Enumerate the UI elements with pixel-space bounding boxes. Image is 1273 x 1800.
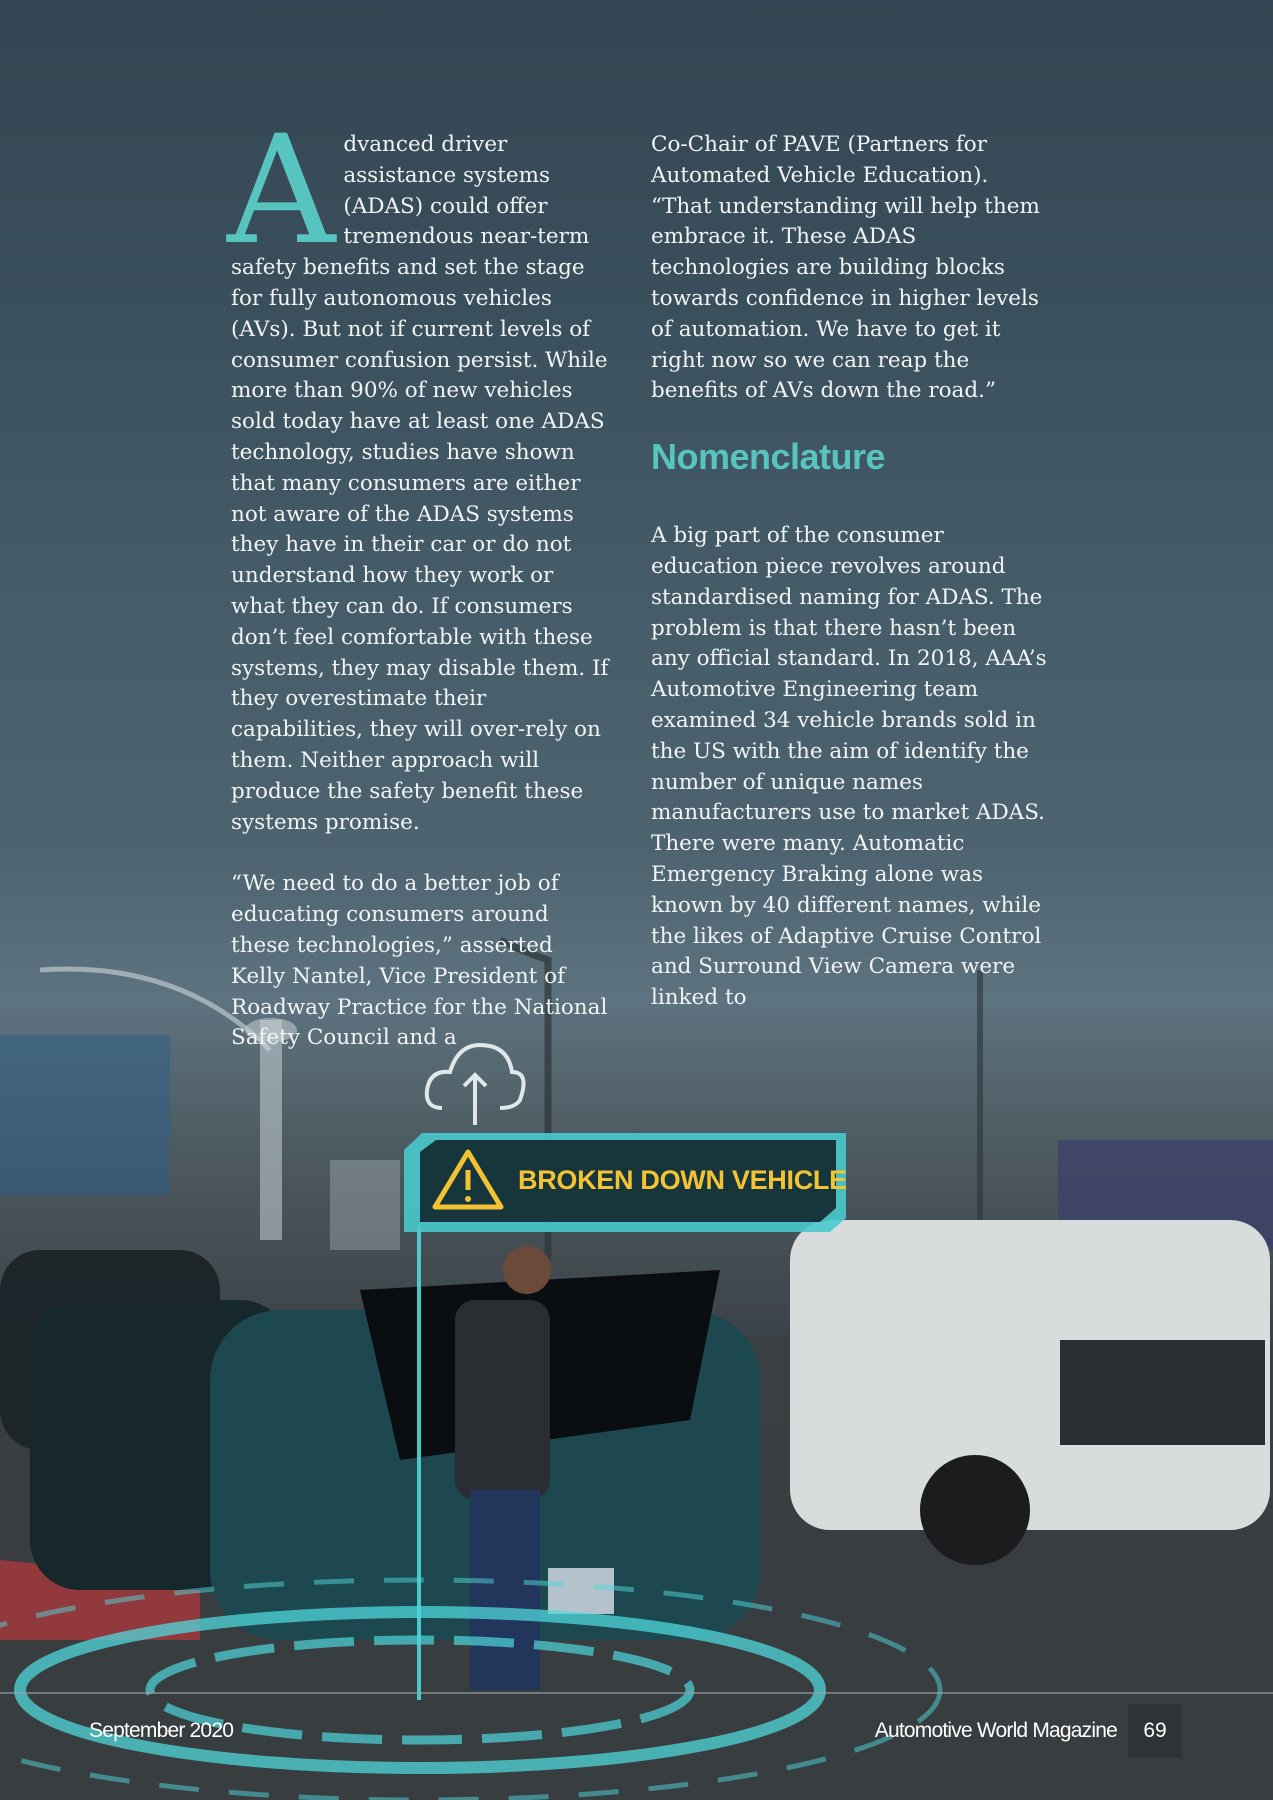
article-paragraph: A big part of the consumer education piece revolves around standardised naming for ADAS. The problem is that there hasn’t been any official standard. In 2018, AAA’s Automotive Engineering team examined 34 vehicle brands sold in the US with the aim of identify the number of unique names manufacturers use to market ADAS. There were many. Automatic Emergency Braking alone was known by 40 different names, while the likes of Adaptive Cruise Control and Surround View Camera were linked to: [651, 523, 1047, 1011]
footer-date: September 2020: [89, 1719, 234, 1742]
page-number: 69: [1128, 1704, 1182, 1758]
paragraph-text: dvanced driver assistance systems (ADAS) could offer tremendous near-term safety benefits and set the stage for fully autonomous vehicles (AVs). But not if current levels of consumer confusion persist. While more than 90% of new vehicles sold today have at least one ADAS technology, studies have shown that many consumers are either not aware of the ADAS systems they have in their car or do not understand how they work or what they can do. If consumers don’t feel comfortable with these systems, they may disable them. If they overestimate their capabilities, they will over-rely on them. Neither approach will produce the safety benefit these systems promise.: [231, 132, 609, 835]
article-column-right: [651, 130, 1051, 1014]
building-blue: [0, 1035, 170, 1195]
footer-magazine-name: Automotive World Magazine: [874, 1719, 1117, 1742]
sign-label: BROKEN DOWN VEHICLE: [518, 1165, 847, 1195]
section-heading: Nomenclature: [651, 436, 886, 478]
article-paragraph: “We need to do a better job of educating consumers around these technologies,” asserted Kelly Nantel, Vice President of Roadway Practice for the National Safety Council and a: [231, 871, 608, 1051]
cloud-upload-icon: [427, 1045, 524, 1125]
person: [455, 1300, 550, 1500]
article-paragraph: Co-Chair of PAVE (Partners for Automated Vehicle Education). “That understanding will help them embrace it. These ADAS technologies are building blocks towards confidence in higher levels of automation. We have to get it right now so we can reap the benefits of AVs down the road.”: [651, 132, 1040, 404]
article-column-left: [227, 104, 613, 1054]
article-paragraph: [227, 104, 613, 838]
drop-cap: A: [227, 104, 336, 278]
